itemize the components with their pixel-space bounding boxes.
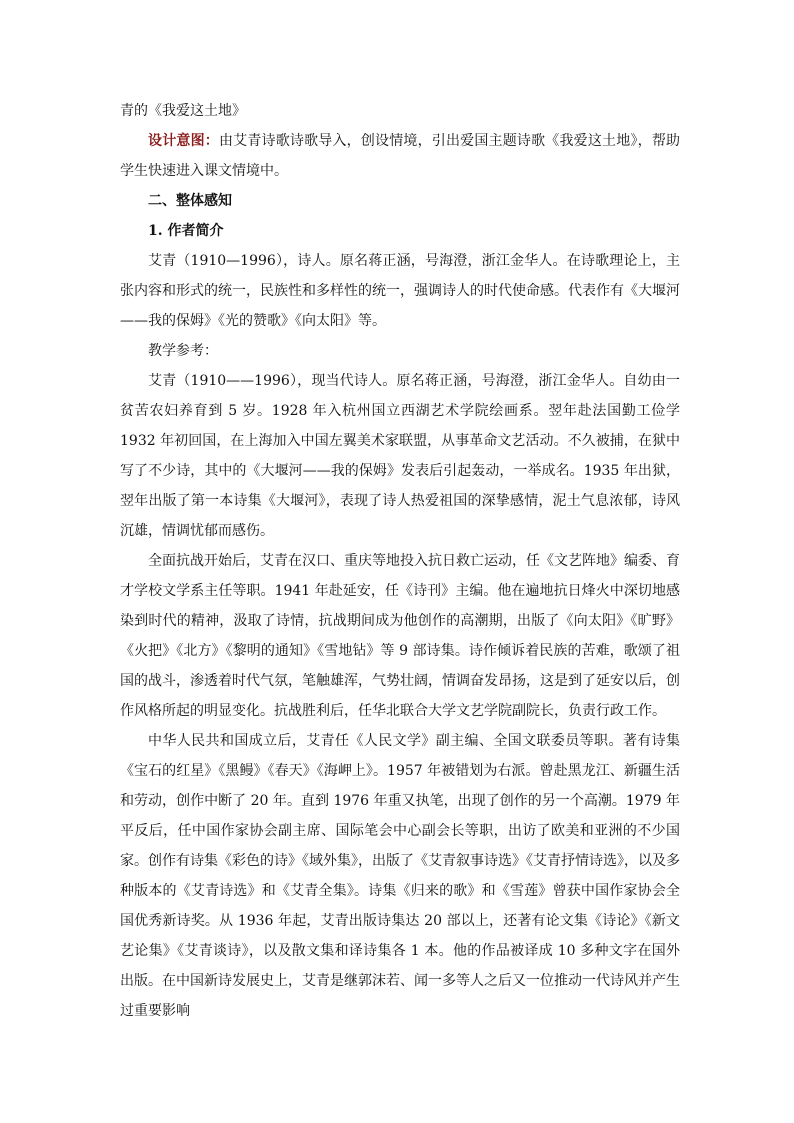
paragraph-text: 青的《我爱这土地》 <box>120 103 246 119</box>
design-intent-label: 设计意图： <box>148 133 219 149</box>
paragraph-design-intent <box>120 126 680 186</box>
paragraph-title-continuation <box>120 96 680 126</box>
paragraph-biography-later: 中华人民共和国成立后，艾青任《人民文学》副主编、全国文联委员等职。著有诗集《宝石的红星》《黑鳗》《春天》《海岬上》。1957 年被错划为右派。曾赴黑龙江、新疆生活和劳动，创作中断了 20 年。直到 1976 年重又执笔，出现了创作的另一个高潮。1979 年平反后，任中国作家协会副主席、国际笔会中心副会长等职，出访了欧美和亚洲的不少国家。创作有诗集《彩色的诗》《域外集》，出版了《艾青叙事诗选》《艾青抒情诗选》，以及多种版本的《艾青诗选》和《艾青全集》。诗集《归来的歌》和《雪莲》曾获中国作家协会全国优秀新诗奖。从 1936 年起，艾青出版诗集达 20 部以上，还著有论文集《诗论》《新文艺论集》《艾青谈诗》，以及散文集和译诗集各 1 本。他的作品被译成 10 多种文字在国外出版。在中国新诗发展史上，艾青是继郭沫若、闻一多等人之后又一位推动一代诗风并产生过重要影响 <box>120 733 680 1019</box>
document-page <box>120 96 680 1026</box>
paragraph-biography-war: 全面抗战开始后，艾青在汉口、重庆等地投入抗日救亡运动，任《文艺阵地》编委、育才学校文学系主任等职。1941 年赴延安，任《诗刊》主编。他在遍地抗日烽火中深切地感染到时代的精神，汲取了诗情，抗战期间成为他创作的高潮期，出版了《向太阳》《旷野》《火把》《北方》《黎明的通知》《雪地钻》等 9 部诗集。诗作倾诉着民族的苦难，歌颂了祖国的战斗，渗透着时代气氛，笔触雄浑，气势壮阔，情调奋发昂扬，这是到了延安以后，创作风格所起的明显变化。抗战胜利后，任华北联合大学文艺学院副院长，负责行政工作。 <box>120 553 680 719</box>
paragraph-biography-early: 艾青（1910——1996），现当代诗人。原名蒋正涵，号海澄，浙江金华人。自幼由一贫苦农妇养育到 5 岁。1928 年入杭州国立西湖艺术学院绘画系。翌年赴法国勤工俭学 1932 年初回国，在上海加入中国左翼美术家联盟，从事革命文艺活动。不久被捕，在狱中写了不少诗，其中的《大堰河——我的保姆》发表后引起轰动，一举成名。1935 年出狱，翌年出版了第一本诗集《大堰河》，表现了诗人热爱祖国的深挚感情，泥土气息浓郁，诗风沉雄，情调忧郁而感伤。 <box>120 373 680 539</box>
paragraph-text: 由艾青诗歌诗歌导入，创设情境，引出爱国主题诗歌《我爱这土地》，帮助学生快速进入课文情境中。 <box>120 133 681 179</box>
paragraph-author-intro: 艾青（1910—1996），诗人。原名蒋正涵，号海澄，浙江金华人。在诗歌理论上，主张内容和形式的统一，民族性和多样性的统一，强调诗人的时代使命感。代表作有《大堰河——我的保姆》《光的赞歌》《向太阳》等。 <box>120 253 680 329</box>
paragraph-teaching-reference-label: 教学参考： <box>148 343 218 359</box>
section-heading-overview: 二、整体感知 <box>148 193 232 209</box>
subsection-heading-author: 1. 作者简介 <box>148 223 224 239</box>
